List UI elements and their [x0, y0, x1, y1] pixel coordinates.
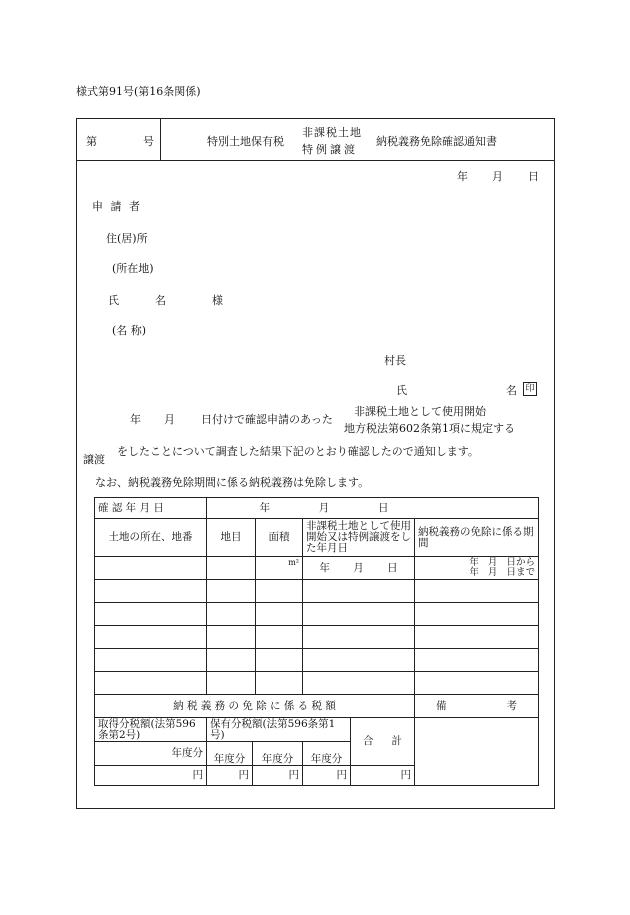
applicant-label: 申 請 者	[92, 200, 142, 213]
col-location: 土地の所在、地番	[95, 519, 207, 557]
issuer-name-label-1: 氏	[396, 384, 407, 397]
cell-area: m²	[256, 557, 303, 580]
total-yen: 円	[351, 766, 415, 786]
confirm-date-row	[95, 498, 539, 519]
confirm-day: 日	[377, 501, 389, 514]
body-choice-bottom: 譲渡	[83, 453, 105, 466]
table-row	[95, 672, 539, 695]
header-number-divider	[160, 118, 161, 160]
holding-fiscal-year-2: 年度分	[253, 742, 303, 766]
body-choice-middle: 地方税法第602条第1項に規定する	[344, 422, 515, 435]
cell-period: 年 月 日から 年 月 日まで	[415, 557, 539, 580]
col-start-date: 非課税土地として使用開始又は特例譲渡をした年月日	[303, 519, 415, 557]
table-row	[95, 580, 539, 603]
column-header-row	[95, 519, 539, 557]
remarks-header: 備 考	[415, 695, 539, 718]
table-row	[95, 626, 539, 649]
cell-start-date: 年 月 日	[303, 557, 415, 580]
issuer-name-label-2: 名	[506, 384, 517, 397]
table-row	[95, 557, 539, 580]
applicant-title-label: (名 称)	[112, 324, 147, 337]
applicant-name-label-2: 名	[155, 294, 166, 307]
remarks-cell	[415, 718, 539, 786]
document-title: 納税義務免除確認通知書	[376, 135, 497, 148]
seal-mark: 印	[523, 381, 537, 396]
form-number-label: 様式第91号(第16条関係)	[76, 85, 201, 98]
type-option-top: 非課税土地	[302, 126, 362, 139]
holding-yen-3: 円	[303, 766, 351, 786]
date-year: 年	[457, 170, 468, 183]
confirm-date-label: 確 認 年 月 日	[95, 498, 207, 519]
date-month: 月	[492, 170, 503, 183]
confirm-date-value	[207, 498, 539, 519]
table-row	[95, 603, 539, 626]
issuer-title: 村長	[384, 354, 406, 367]
applicant-address-label: 住(居)所	[106, 232, 148, 245]
acquisition-yen: 円	[95, 766, 207, 786]
tax-header-row	[95, 695, 539, 718]
acquisition-tax-label: 取得分税額(法第596条第2号)	[95, 718, 207, 742]
col-category: 地目	[207, 519, 256, 557]
col-area: 面積	[256, 519, 303, 557]
holding-yen-1: 円	[207, 766, 253, 786]
confirm-month: 月	[318, 501, 330, 514]
acquisition-fiscal-year: 年度分	[95, 742, 207, 766]
applicant-honorific: 様	[212, 294, 223, 307]
number-suffix: 号	[143, 135, 154, 148]
tax-name: 特別土地保有税	[207, 135, 284, 148]
body-sentence: をしたことについて調査した結果下記のとおり確認したので通知します。	[117, 445, 479, 458]
detail-table	[94, 497, 539, 786]
holding-tax-label: 保有分税額(法第596条第1号)	[207, 718, 351, 742]
applicant-location-label: (所在地)	[112, 262, 154, 275]
body-choice-top: 非課税土地として使用開始	[354, 405, 486, 418]
col-period: 納税義務の免除に係る期間	[415, 519, 539, 557]
body-note: なお、納税義務免除期間に係る納税義務は免除します。	[95, 476, 370, 489]
confirm-year: 年	[259, 501, 271, 514]
holding-fiscal-year-1: 年度分	[207, 742, 253, 766]
type-option-bottom: 特例譲渡	[302, 143, 358, 156]
date-day: 日	[528, 170, 539, 183]
tax-amount-header: 納 税 義 務 の 免 除 に 係 る 税 額	[95, 695, 415, 718]
body-month: 月	[164, 413, 175, 426]
applicant-name-label-1: 氏	[108, 294, 119, 307]
holding-yen-2: 円	[253, 766, 303, 786]
body-date-phrase: 日付けで確認申請のあった	[201, 413, 333, 426]
tax-label-row	[95, 718, 539, 742]
holding-fiscal-year-3: 年度分	[303, 742, 351, 766]
number-prefix: 第	[86, 135, 97, 148]
body-year: 年	[130, 413, 141, 426]
total-label: 合 計	[351, 718, 415, 766]
cell-location	[95, 557, 207, 580]
cell-category	[207, 557, 256, 580]
table-row	[95, 649, 539, 672]
header-divider	[76, 160, 555, 161]
